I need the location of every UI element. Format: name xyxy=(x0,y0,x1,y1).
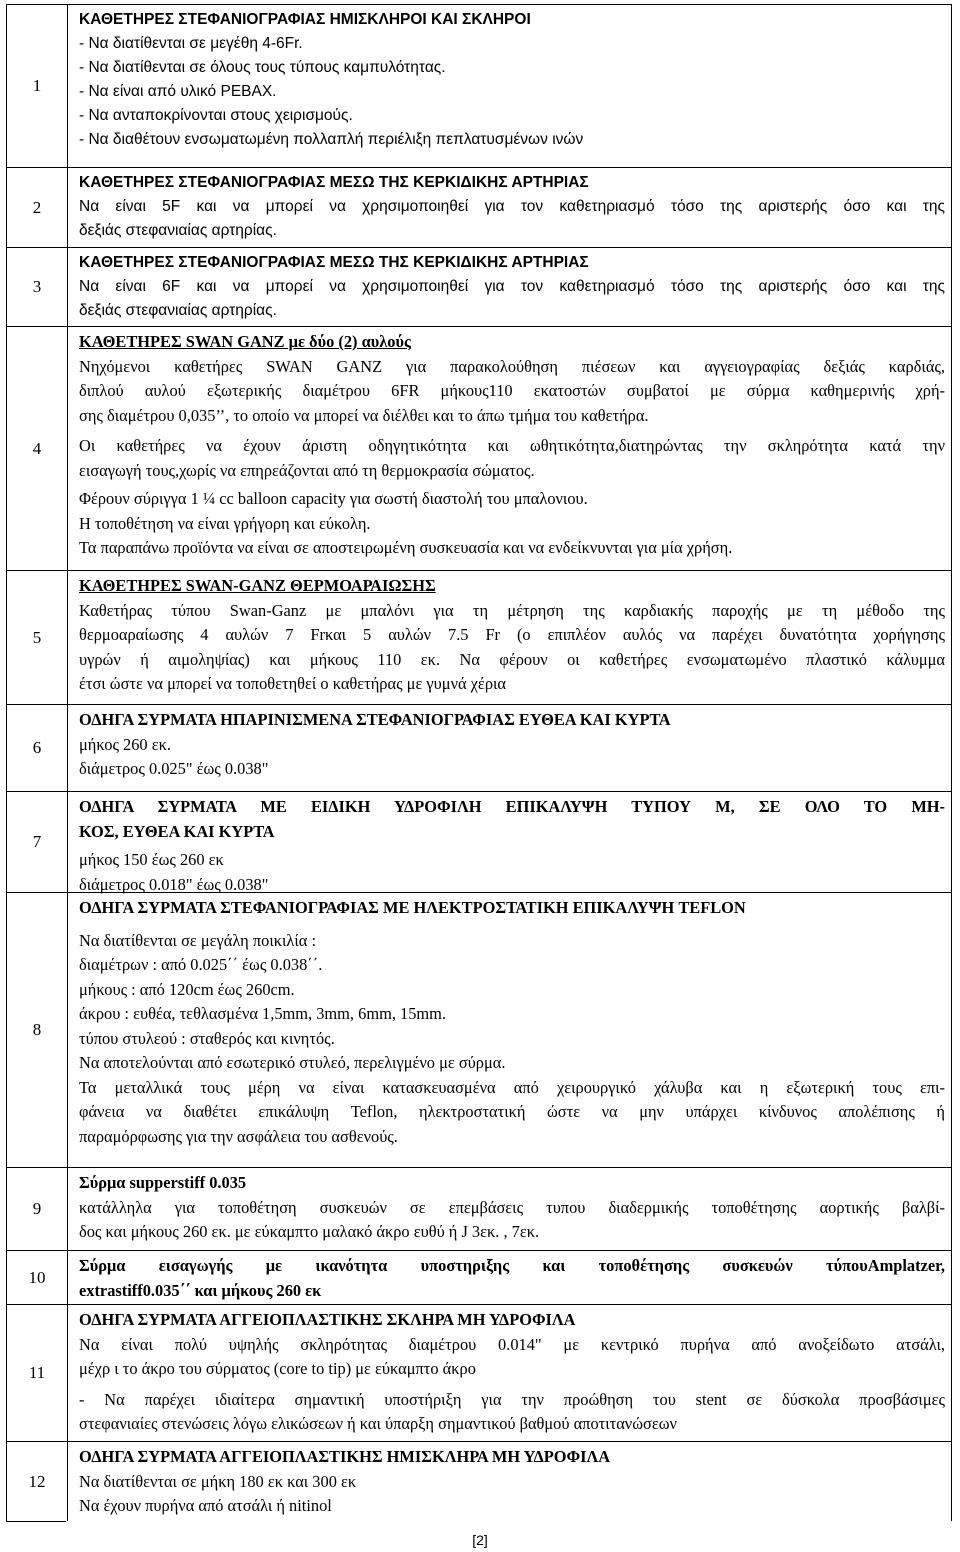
item-text: Να διατίθενται σε μήκη 180 εκ και 300 εκ xyxy=(79,1471,357,1491)
row-number: 6 xyxy=(7,705,68,791)
item-text: κατάλληλα για τοποθέτηση συσκευών σε επεμβάσεις τυπου διαδερμικής τοποθέτησης αορτικής βαλβί- xyxy=(79,1197,945,1217)
table-row xyxy=(6,704,952,791)
item-text: Να έχουν πυρήνα από ατσάλι ή nitinol xyxy=(79,1496,332,1515)
row-number: 3 xyxy=(7,248,68,326)
item-text: Οι καθετήρες να έχουν άριστη οδηγητικότητα και ωθητικότητα,διατηρώντας την σκληρότητα κατά την xyxy=(79,436,945,455)
item-text: Να είναι πολύ υψηλής σκληρότητας διαμέτρου 0.014" με κεντρικό πυρήνα από ανοξείδωτο ατσάλι, xyxy=(79,1334,945,1354)
table-row xyxy=(6,791,952,892)
item-text: διπλού αυλού εξωτερικής διαμέτρου 6FR μήκους110 εκατοστών συμβατοί με σύρμα καθημερινής χρή- xyxy=(79,381,945,400)
row-number: 1 xyxy=(7,5,68,167)
item-heading: ΟΔΗΓΑ ΣΥΡΜΑΤΑ ΗΠΑΡΙΝΙΣΜΕΝΑ ΣΤΕΦΑΝΙΟΓΡΑΦΙΑΣ ΕΥΘΕΑ ΚΑΙ ΚΥΡΤΑ xyxy=(79,710,671,729)
row-content xyxy=(79,1254,945,1303)
row-number: 8 xyxy=(7,893,68,1167)
item-text: μήκος 150 έως 260 εκ xyxy=(79,850,224,869)
table-row xyxy=(6,247,952,326)
item-text: - Να διατίθενται σε μεγέθη 4-6Fr. xyxy=(79,35,303,52)
row-content xyxy=(79,1445,945,1519)
item-text: υγρών ή αιμοληψίας) και μήκους 110 εκ. Να φέρουν οι καθετήρες ενσωματωμένο πλαστικό κάλυμμα xyxy=(79,649,945,669)
item-heading: Σύρμα supperstiff 0.035 xyxy=(79,1173,247,1192)
item-text: Τα μεταλλικά τους μέρη να είναι κατασκευασμένα από χειρουργικό χάλυβα και η εξωτερική τους επι- xyxy=(79,1077,945,1097)
item-heading: ΚΑΘΕΤΗΡΕΣ SWAN-GANZ ΘΕΡΜΟΑΡΑΙΩΣΗΣ xyxy=(79,576,436,595)
row-content xyxy=(79,574,945,697)
item-text: δεξιάς στεφανιαίας αρτηρίας. xyxy=(79,302,277,319)
table-row xyxy=(6,326,952,570)
item-text: Η τοποθέτηση να είναι γρήγορη και εύκολη. xyxy=(79,513,371,533)
table-row xyxy=(6,167,952,247)
item-text: διάμετρος 0.025" έως 0.038" xyxy=(79,759,269,778)
item-text: Νηχόμενοι καθετήρες SWAN GANZ για παρακολούθηση πιέσεων και αγγειογραφίας δεξιάς καρδιάς, xyxy=(79,356,945,376)
item-text: - Να διαθέτουν ενσωματωμένη πολλαπλή περιέλιξη πεπλατυσμένων ινών xyxy=(79,131,584,148)
row-content xyxy=(79,708,945,782)
item-text: στεφανιαίες στενώσεις λόγω ελικώσεων ή και ύπαρξη σημαντικού βαθμού αποτιτανώσεων xyxy=(79,1414,677,1433)
item-text: Τα παραπάνω προϊόντα να είναι σε αποστειρωμένη συσκευασία και να ενδείκνυνται για μία χρήση. xyxy=(79,538,733,557)
item-heading: ΚΑΘΕΤΗΡΕΣ ΣΤΕΦΑΝΙΟΓΡΑΦΙΑΣ ΜΕΣΩ ΤΗΣ ΚΕΡΚΙΔΙΚΗΣ ΑΡΤΗΡΙΑΣ xyxy=(79,174,589,191)
item-heading: ΟΔΗΓΑ ΣΥΡΜΑΤΑ ΜΕ ΕΙΔΙΚΗ ΥΔΡΟΦΙΛΗ ΕΠΙΚΑΛΥΨΗ ΤΥΠΟΥ Μ, ΣΕ ΟΛΟ ΤΟ ΜΗ- xyxy=(79,797,945,816)
item-text: δος και μήκους 260 εκ. με εύκαμπτο μαλακό άκρο ευθύ ή J 3εκ. , 7εκ. xyxy=(79,1222,540,1241)
item-text: μέχρ ι το άκρο του σύρματος (core to tip) με εύκαμπτο άκρο xyxy=(79,1359,476,1378)
row-number: 12 xyxy=(7,1442,68,1521)
table-row xyxy=(6,4,952,167)
item-text: Να είναι 5F και να μπορεί να χρησιμοποιηθεί για τον καθετηριασμό τόσο της αριστερής όσο και της xyxy=(79,198,945,215)
item-heading: ΚΑΘΕΤΗΡΕΣ ΣΤΕΦΑΝΙΟΓΡΑΦΙΑΣ ΗΜΙΣΚΛΗΡΟΙ ΚΑΙ ΣΚΛΗΡΟΙ xyxy=(79,11,531,28)
item-text: Φέρουν σύριγγα 1 ¼ cc balloon capacity για σωστή διαστολή του μπαλονιου. xyxy=(79,489,588,508)
item-text: Καθετήρας τύπου Swan-Ganz με μπαλόνι για τη μέτρηση της καρδιακής παροχής με τη μέθοδο της xyxy=(79,600,945,620)
row-content xyxy=(79,251,945,323)
item-text: εισαγωγή τους,χωρίς να επηρεάζονται από τη θερμοκρασία σώματος. xyxy=(79,460,535,480)
item-text: τύπου στυλεού : σταθερός και κινητός. xyxy=(79,1028,335,1048)
item-text: ΚΟΣ, ΕΥΘΕΑ ΚΑΙ ΚΥΡΤΑ xyxy=(79,821,275,841)
table-row xyxy=(6,1304,952,1441)
item-text: - Να παρέχει ιδιαίτερα σημαντική υποστήριξη για την προώθηση του stent σε δύσκολα προσβάσιμες xyxy=(79,1389,945,1409)
item-text: άκρου : ευθέα, τεθλασμένα 1,5mm, 3mm, 6mm, 15mm. xyxy=(79,1004,447,1023)
item-heading: Σύρμα εισαγωγής με ικανότητα υποστηριξης και τοποθέτησης συσκευών τύπουAmplatzer, xyxy=(79,1256,945,1275)
row-number: 2 xyxy=(7,168,68,247)
row-number: 9 xyxy=(7,1168,68,1250)
item-text: extrastiff0.035΄΄ και μήκους 260 εκ xyxy=(79,1280,322,1300)
item-text: δεξιάς στεφανιαίας αρτηρίας. xyxy=(79,222,277,239)
row-content xyxy=(79,1308,945,1437)
item-text: Να αποτελούνται από εσωτερικό στυλεό, περελιγμένο με σύρμα. xyxy=(79,1053,506,1072)
row-number: 7 xyxy=(7,792,68,892)
row-content xyxy=(79,8,945,152)
item-text: φάνεια να διαθέτει επικάλυψη Teflon, ηλεκτροστατική ώστε να μην υπάρχει κίνδυνος απολέπισης ή xyxy=(79,1102,945,1121)
item-text: παραμόρφωσης για την ασφάλεια του ασθενούς. xyxy=(79,1126,398,1146)
item-text: Να είναι 6F και να μπορεί να χρησιμοποιηθεί για τον καθετηριασμό τόσο της αριστερής όσο και της xyxy=(79,278,945,295)
item-text: μήκος 260 εκ. xyxy=(79,734,171,754)
table-row xyxy=(6,570,952,704)
row-number: 10 xyxy=(7,1251,68,1304)
table-row xyxy=(6,892,952,1167)
item-text: έτσι ώστε να μπορεί να τοποθετηθεί ο καθετήρας με γυμνά χέρια xyxy=(79,674,506,693)
row-number: 5 xyxy=(7,571,68,704)
row-number: 11 xyxy=(7,1305,68,1441)
page-number: [2] xyxy=(472,1532,488,1548)
table-bottom-edge xyxy=(6,1521,66,1522)
item-heading: ΚΑΘΕΤΗΡΕΣ SWAN GANZ με δύο (2) αυλούς xyxy=(79,332,411,351)
row-number: 4 xyxy=(7,327,68,570)
item-text: μήκους : από 120cm έως 260cm. xyxy=(79,979,295,999)
row-content xyxy=(79,795,945,897)
item-text: - Να ανταποκρίνονται στους χειρισμούς. xyxy=(79,107,353,124)
item-heading: ΟΔΗΓΑ ΣΥΡΜΑΤΑ ΑΓΓΕΙΟΠΛΑΣΤΙΚΗΣ ΣΚΛΗΡΑ ΜΗ ΥΔΡΟΦΙΛΑ xyxy=(79,1310,576,1329)
table-row xyxy=(6,1250,952,1304)
item-heading: ΟΔΗΓΑ ΣΥΡΜΑΤΑ ΣΤΕΦΑΝΙΟΓΡΑΦΙΑΣ ΜΕ ΗΛΕΚΤΡΟΣΤΑΤΙΚΗ ΕΠΙΚΑΛΥΨΗ TEFLON xyxy=(79,898,746,917)
row-content xyxy=(79,330,945,561)
row-content xyxy=(79,896,945,1149)
item-text: Να διατίθενται σε μεγάλη ποικιλία : xyxy=(79,930,316,950)
item-text: σης διαμέτρου 0,035’’, το οποίο να μπορεί να διέλθει και το άπω τμήμα του καθετήρα. xyxy=(79,405,649,425)
row-content xyxy=(79,171,945,243)
item-text: διάμετρος 0.018" έως 0.038" xyxy=(79,874,269,894)
item-heading: ΚΑΘΕΤΗΡΕΣ ΣΤΕΦΑΝΙΟΓΡΑΦΙΑΣ ΜΕΣΩ ΤΗΣ ΚΕΡΚΙΔΙΚΗΣ ΑΡΤΗΡΙΑΣ xyxy=(79,254,589,271)
item-heading: ΟΔΗΓΑ ΣΥΡΜΑΤΑ ΑΓΓΕΙΟΠΛΑΣΤΙΚΗΣ ΗΜΙΣΚΛΗΡΑ ΜΗ ΥΔΡΟΦΙΛΑ xyxy=(79,1447,611,1466)
item-text: - Να διατίθενται σε όλους τους τύπους καμπυλότητας. xyxy=(79,59,446,76)
row-content xyxy=(79,1171,945,1245)
item-text: διαμέτρων : από 0.025΄΄ έως 0.038΄΄. xyxy=(79,955,323,974)
item-text: θερμοαραίωσης 4 αυλών 7 Frκαι 5 αυλών 7.5 Fr (ο επιπλέον αυλός να παρέχει δυνατότητα χορήγησης xyxy=(79,625,945,644)
item-text: - Να είναι από υλικό PEBAX. xyxy=(79,83,277,100)
table-row xyxy=(6,1441,952,1521)
table-row xyxy=(6,1167,952,1250)
